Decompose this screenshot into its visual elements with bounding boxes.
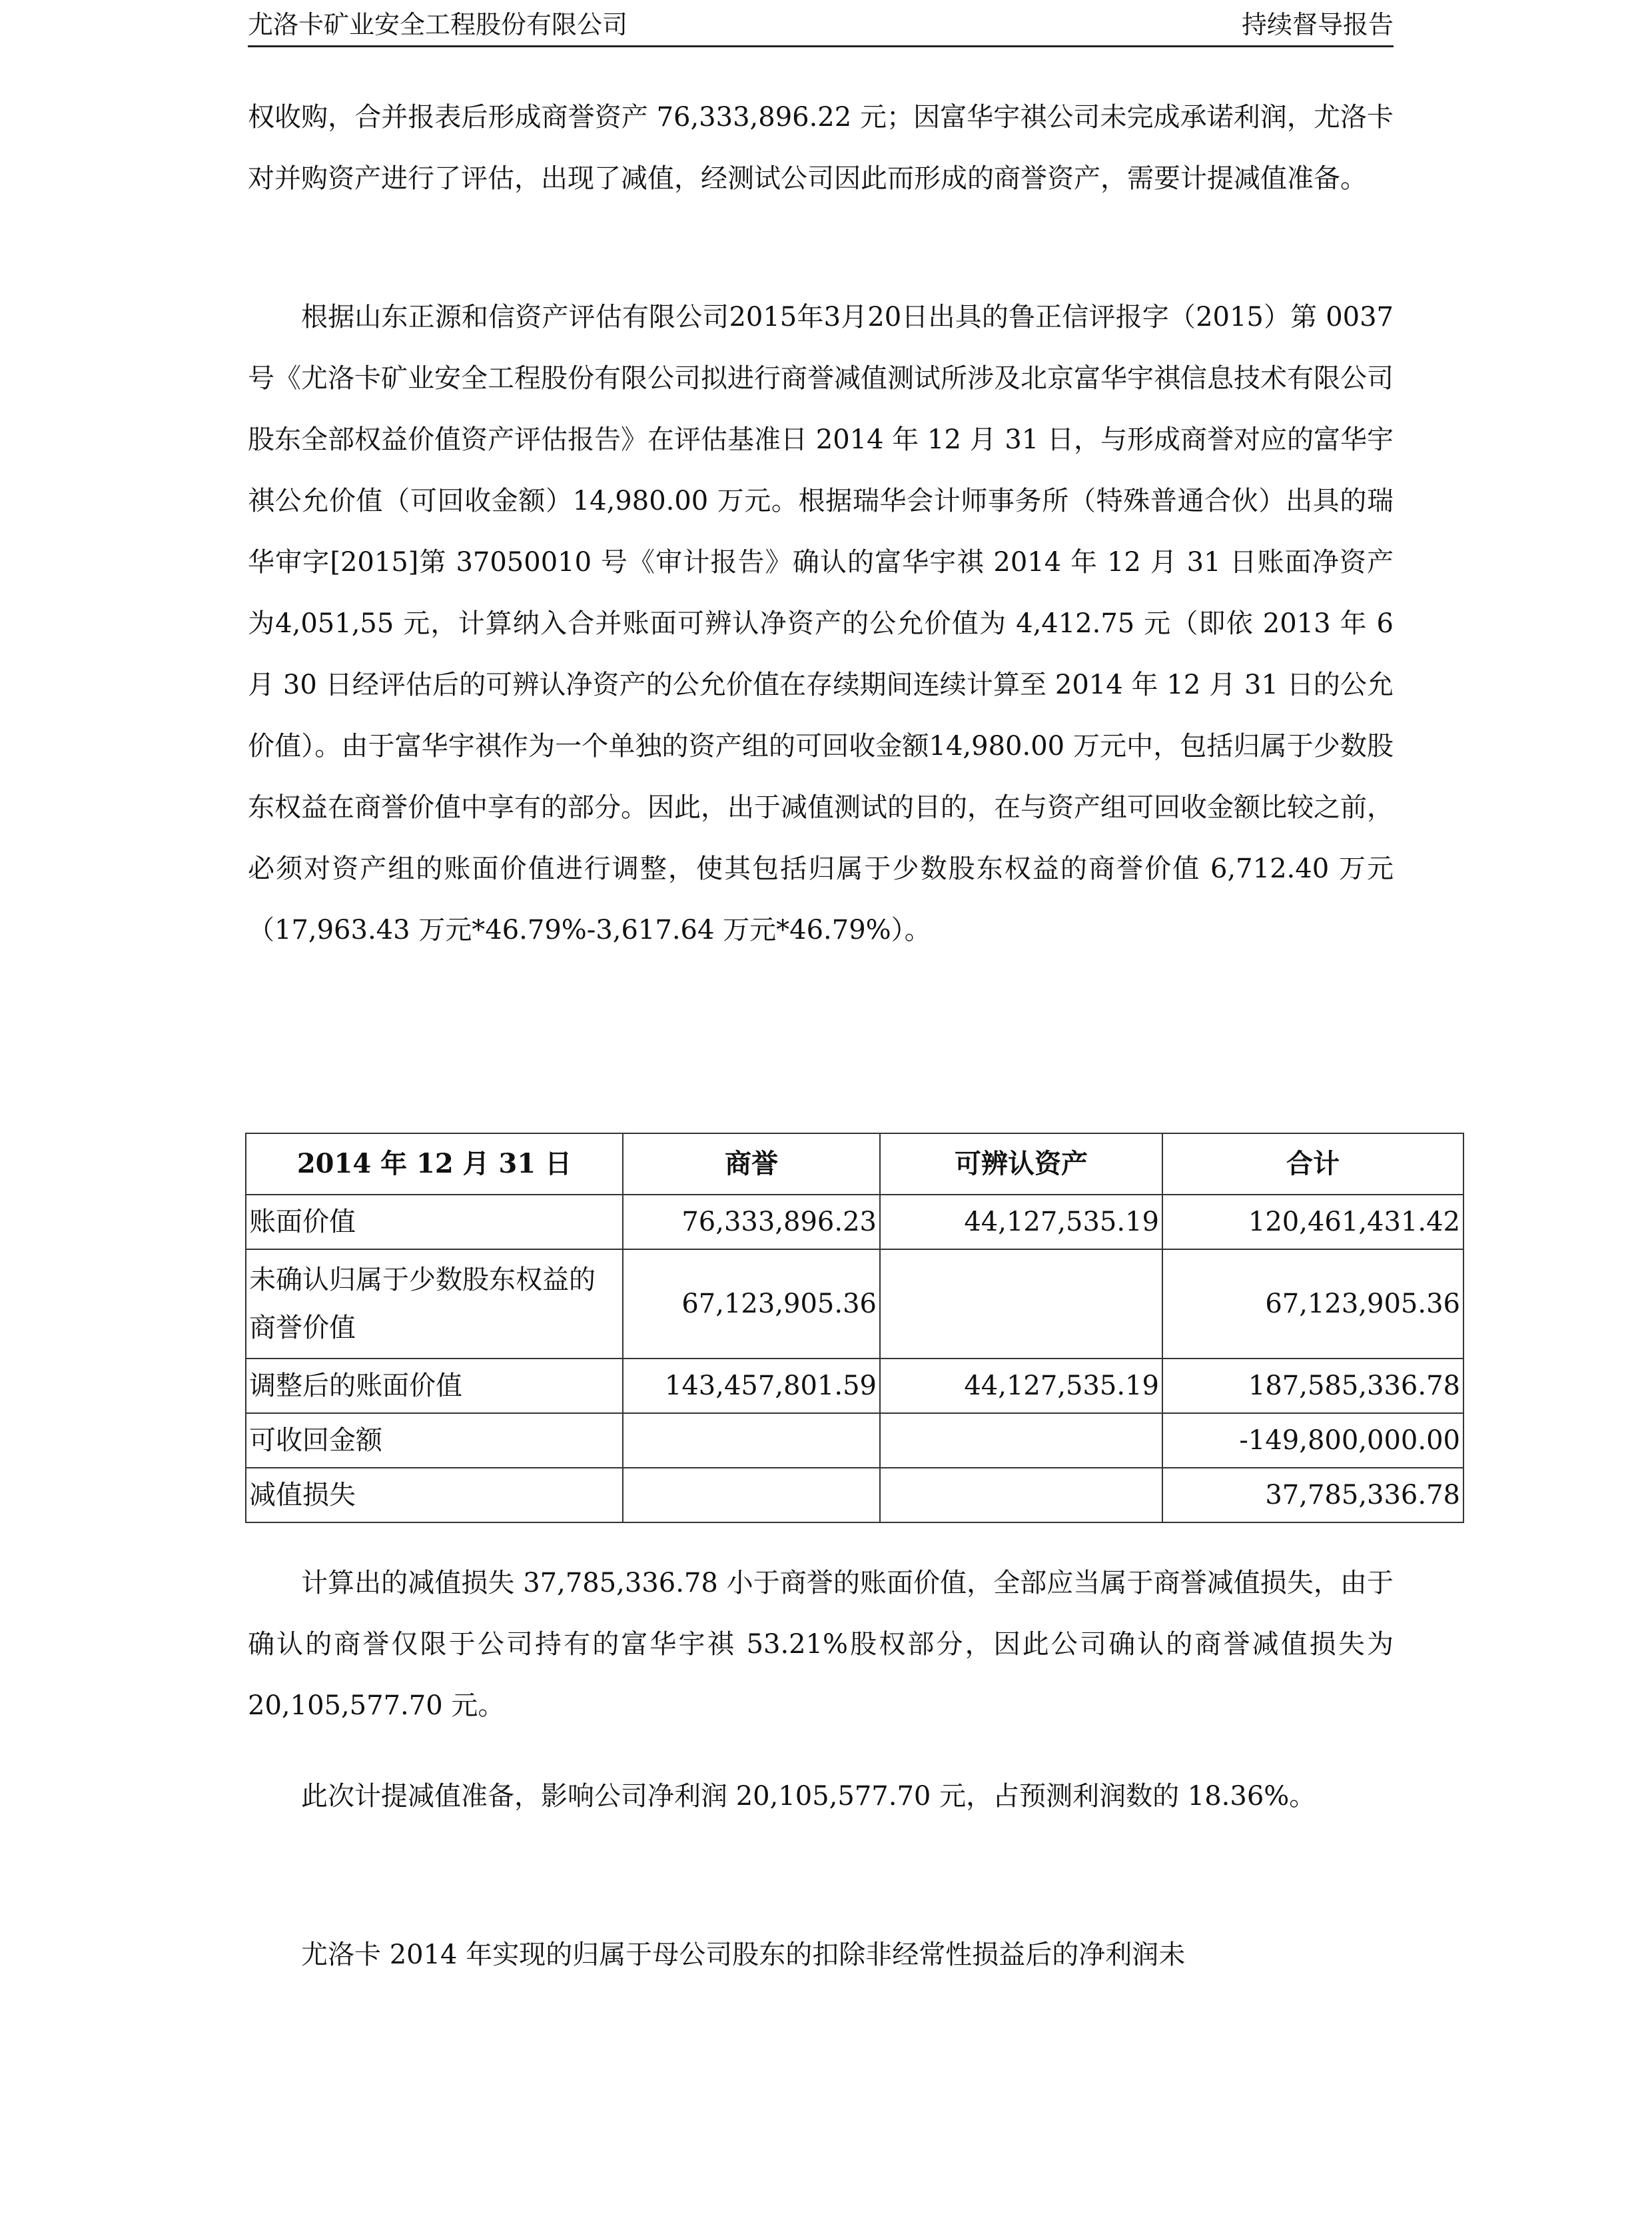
row-label: 调整后的账面价值 (246, 1359, 623, 1413)
identifiable-assets-value: 44,127,535.19 (880, 1359, 1162, 1413)
row-label: 账面价值 (246, 1195, 623, 1249)
table-row (246, 1249, 1463, 1359)
table-row (246, 1195, 1463, 1249)
table-header-row (246, 1133, 1463, 1195)
total-value: -149,800,000.00 (1162, 1413, 1463, 1468)
table-row (246, 1413, 1463, 1468)
header-total: 合计 (1162, 1133, 1463, 1195)
header-goodwill: 商誉 (623, 1133, 880, 1195)
goodwill-value (623, 1413, 880, 1468)
table-row (246, 1359, 1463, 1413)
row-label: 未确认归属于少数股东权益的商誉价值 (246, 1249, 623, 1359)
company-name: 尤洛卡矿业安全工程股份有限公司 (248, 10, 628, 39)
paragraph-goodwill-intro: 权收购，合并报表后形成商誉资产 76,333,896.22 元；因富华宇祺公司未完成承诺利润，尤洛卡对并购资产进行了评估，出现了减值，经测试公司因此而形成的商誉资产，需要计提减值准备。 (248, 102, 1394, 194)
header-identifiable-assets: 可辨认资产 (880, 1133, 1162, 1195)
paragraph-appraisal-details: 根据山东正源和信资产评估有限公司2015年3月20日出具的鲁正信评报字（2015）第 0037 号《尤洛卡矿业安全工程股份有限公司拟进行商誉减值测试所涉及北京富华宇祺信息技术有限公司股东全部权益价值资产评估报告》在评估基准日 2014 年 12 月 31 日，与形成商誉对应的富华宇祺公允价值（可回收金额）14,980.00 万元。根据瑞华会计师事务所（特殊普通合伙）出具的瑞华审字[2015]第 37050010 号《审计报告》确认的富华宇祺 2014 年 12 月 31 日账面净资产为4,051,55 元，计算纳入合并账面可辨认净资产的公允价值为 4,412.75 元（即依 2013 年 6 月 30 日经评估后的可辨认净资产的公允价值在存续期间连续计算至 2014 年 12 月 31 日的公允价值）。由于富华宇祺作为一个单独的资产组的可回收金额14,980.00 万元中，包括归属于少数股东权益在商誉价值中享有的部分。因此，出于减值测试的目的，在与资产组可回收金额比较之前，必须对资产组的账面价值进行调整，使其包括归属于少数股东权益的商誉价值 6,712.40 万元（17,963.43 万元*46.79%-3,617.64 万元*46.79%）。 (248, 302, 1394, 945)
row-label: 可收回金额 (246, 1413, 623, 1468)
paragraph-net-profit-impact: 此次计提减值准备，影响公司净利润 20,105,577.70 元，占预测利润数的 18.36%。 (301, 1781, 1316, 1812)
goodwill-value (623, 1468, 880, 1522)
total-value: 187,585,336.78 (1162, 1359, 1463, 1413)
header-date: 2014 年 12 月 31 日 (246, 1133, 623, 1195)
goodwill-value: 143,457,801.59 (623, 1359, 880, 1413)
identifiable-assets-value (880, 1249, 1162, 1359)
page-header (248, 4, 1394, 47)
total-value: 120,461,431.42 (1162, 1195, 1463, 1249)
identifiable-assets-value (880, 1468, 1162, 1522)
report-title: 持续督导报告 (1241, 10, 1394, 39)
impairment-test-table (245, 1133, 1464, 1523)
total-value: 37,785,336.78 (1162, 1468, 1463, 1522)
total-value: 67,123,905.36 (1162, 1249, 1463, 1359)
paragraph-profit-realized: 尤洛卡 2014 年实现的归属于母公司股东的扣除非经常性损益后的净利润未 (301, 1940, 1186, 1970)
goodwill-value: 67,123,905.36 (623, 1249, 880, 1359)
table-row (246, 1468, 1463, 1522)
paragraph-impairment-loss: 计算出的减值损失 37,785,336.78 小于商誉的账面价值，全部应当属于商誉减值损失，由于确认的商誉仅限于公司持有的富华宇祺 53.21%股权部分，因此公司确认的商誉减值损失为 20,105,577.70 元。 (248, 1568, 1394, 1721)
identifiable-assets-value (880, 1413, 1162, 1468)
row-label: 减值损失 (246, 1468, 623, 1522)
identifiable-assets-value: 44,127,535.19 (880, 1195, 1162, 1249)
goodwill-value: 76,333,896.23 (623, 1195, 880, 1249)
